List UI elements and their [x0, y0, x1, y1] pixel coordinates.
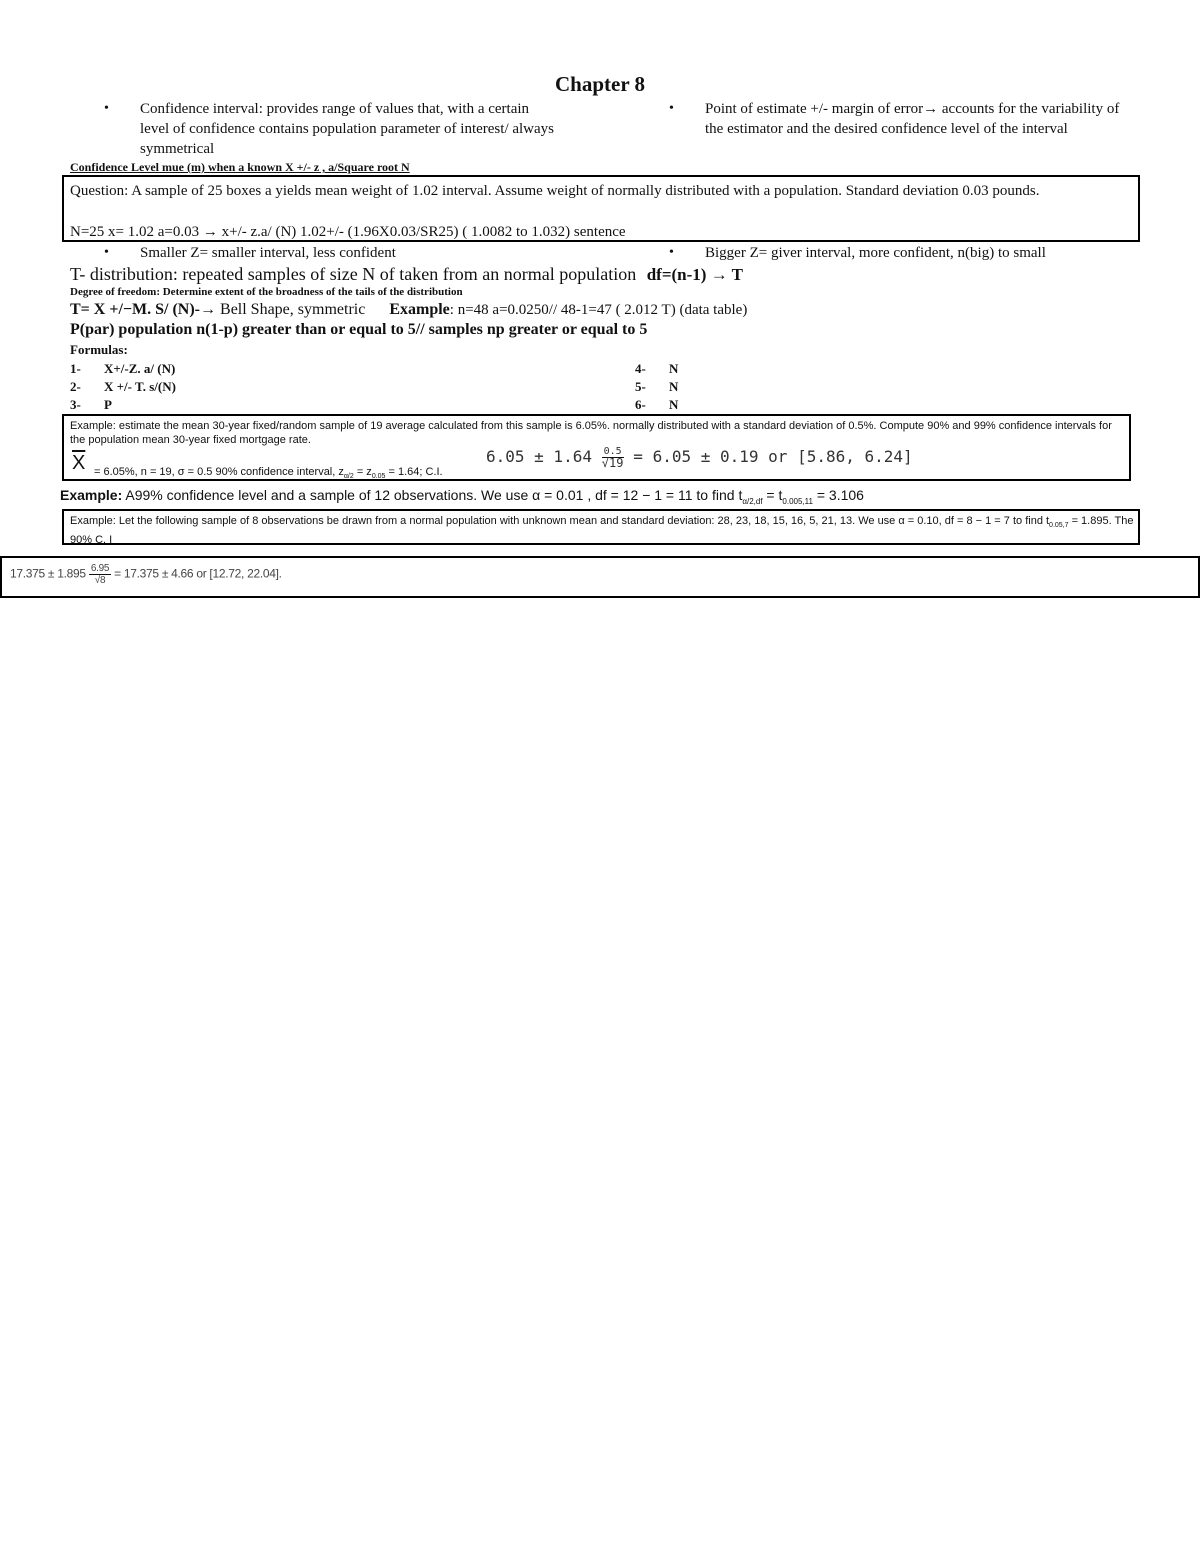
bottom-formula-box: [0, 556, 1200, 598]
formula-text: N: [669, 397, 679, 412]
bullet-bigger-z: [669, 243, 1145, 263]
formula-item: [635, 396, 678, 414]
formula-part-b: = 6.05 ± 0.19 or [5.86, 6.24]: [623, 447, 913, 466]
fraction-denominator: √19: [601, 456, 624, 470]
formula-item: [635, 378, 678, 396]
question-calc: N=25 x= 1.02 a=0.03 → x+/- z.a/ (N) 1.02+/- (1.96X0.03/SR25) ( 1.0082 to 1.032) sentence: [70, 224, 626, 240]
ci-heading: Confidence Level mue (m) when a known X +/- z , a/Square root N: [70, 160, 410, 174]
formula-fraction: [602, 446, 624, 469]
formula-num: 1-: [70, 361, 81, 376]
formula-num: 5-: [635, 379, 646, 394]
formula-item: [70, 378, 176, 396]
formula-num: 4-: [635, 361, 646, 376]
bottom-formula-a: 17.375 ± 1.895: [10, 566, 86, 581]
bottom-formula: [10, 563, 282, 586]
fraction-numerator: 6.95: [90, 563, 110, 574]
formulas-right: [635, 360, 678, 414]
bullet-point-estimate: [669, 99, 1125, 139]
example-params: [94, 466, 443, 480]
sample-end: = 1.895. The 90% C. I: [70, 515, 1134, 547]
bullet-confidence-interval: [104, 99, 560, 159]
formula-text: N: [669, 361, 679, 376]
bullet-dot: •: [104, 101, 109, 116]
formula-part-a: 6.05 ± 1.64: [486, 447, 592, 466]
formula-item: [70, 396, 176, 414]
formula-text: P: [104, 397, 112, 412]
params-sub: α/2: [343, 473, 354, 481]
formula-num: 2-: [70, 379, 81, 394]
formula-num: 3-: [70, 397, 81, 412]
params-text: = 6.05%, n = 19, σ = 0.5 90% confidence interval, z: [94, 466, 344, 478]
example-label: Example: [389, 301, 450, 318]
params-end: = 1.64; C.I.: [385, 466, 443, 478]
xbar-symbol: $\overline{X}$: [72, 452, 86, 474]
t-distribution-text: T- distribution: repeated samples of size N of taken from an normal population: [70, 264, 637, 284]
sample-text: Example: Let the following sample of 8 observations be drawn from a normal population with unknown mean and standard deviation: 28, 23, 18, 15, 16, 5, 21, 13. We use α = 0.10, df = 8 − 1 = 7 to find t: [70, 515, 1050, 527]
bullet-dot: •: [104, 245, 109, 260]
dof-note: Degree of freedom: Determine extent of the broadness of the tails of the distribution: [70, 286, 463, 298]
example-sub: α/2,df: [742, 496, 763, 506]
formula-num: 6-: [635, 397, 646, 412]
params-sub2: 0.05: [371, 473, 386, 481]
formula-text: N: [669, 379, 679, 394]
sample-sub: 0.05,7: [1049, 522, 1069, 530]
example-99-line: [60, 487, 864, 506]
example-end: = 3.106: [812, 487, 864, 503]
formulas-label: Formulas:: [70, 342, 128, 357]
df-formula: df=(n-1) → T: [646, 265, 743, 284]
example-box-mortgage: [62, 414, 1131, 481]
question-text: Question: A sample of 25 boxes a yields mean weight of 1.02 interval. Assume weight of normally distributed with a population. Standard deviation 0.03 pounds.: [70, 183, 1040, 199]
t-formula-line: [70, 301, 747, 319]
example-box-sample: [62, 509, 1140, 545]
example-sub2: 0.005,11: [782, 496, 813, 506]
example-text: : n=48 a=0.0250// 48-1=47 ( 2.012 T) (data table): [449, 302, 748, 318]
bullet-dot: •: [669, 101, 674, 116]
formulas-left: [70, 360, 176, 414]
bullet-text: Confidence interval: provides range of values that, with a certain level of confidence contains population parameter of interest/ always symmetrical: [140, 101, 555, 157]
formula-text: X +/- T. s/(N): [104, 379, 176, 394]
fraction-numerator: 0.5: [603, 446, 622, 457]
bottom-fraction: [89, 563, 111, 586]
params-mid: = z: [353, 466, 372, 478]
example-label: Example:: [60, 487, 123, 503]
example-mid: = t: [762, 487, 783, 503]
page-title: Chapter 8: [554, 72, 646, 96]
bullet-text: Smaller Z= smaller interval, less confident: [140, 245, 396, 261]
t-formula: T= X +/−M. S/ (N)-→: [70, 301, 217, 318]
t-distribution-line: [70, 264, 743, 285]
formula-item: [70, 360, 176, 378]
bullet-text: Bigger Z= giver interval, more confident, n(big) to small: [705, 245, 1046, 261]
formula-item: [635, 360, 678, 378]
example-text: Example: estimate the mean 30-year fixed/random sample of 19 average calculated from this sample is 6.05%. normally distributed with a standard deviation of 0.5%. Compute 90% and 99% confidence intervals for the population mean 30-year fixed mortgage rate.: [70, 420, 1112, 446]
t-desc: Bell Shape, symmetric: [216, 301, 366, 318]
bullet-dot: •: [669, 245, 674, 260]
bullet-text: Point of estimate +/- margin of error→ accounts for the variability of the estimator and the desired confidence level of the interval: [705, 101, 1120, 137]
formula-text: X+/-Z. a/ (N): [104, 361, 176, 376]
question-box: [62, 175, 1140, 242]
example-text: [70, 514, 1134, 547]
p-line: P(par) population n(1-p) greater than or equal to 5// samples np greater or equal to 5: [70, 321, 648, 338]
mortgage-formula: [486, 446, 913, 469]
bottom-formula-b: = 17.375 ± 4.66 or [12.72, 22.04].: [111, 566, 282, 581]
bullet-smaller-z: [104, 243, 580, 263]
fraction-denominator: √8: [94, 575, 106, 586]
example-text: A99% confidence level and a sample of 12 observations. We use α = 0.01 , df = 12 − 1 = 11 to find t: [122, 487, 743, 503]
